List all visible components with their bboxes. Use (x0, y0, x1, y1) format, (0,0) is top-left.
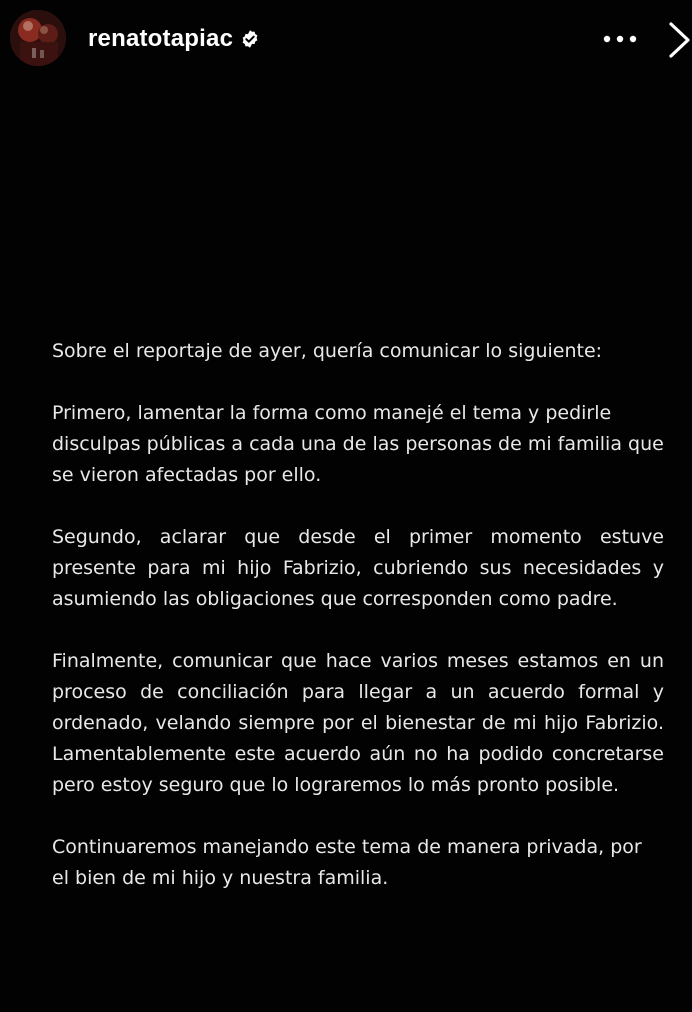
paragraph-finally: Finalmente, comunicar que hace varios meses estamos en un proceso de conciliación para llegar a un acuerdo formal y ordenado, velando siempre por el bienestar de mi hijo Fabrizio. Lamentablemente este acuerdo aún no ha podido concretarse pero estoy seguro que lo lograremos lo más pronto posible. (52, 650, 664, 796)
paragraph-first: Primero, lamentar la forma como manejé el tema y pedirle disculpas públicas a cada una de las personas de mi familia que se vieron afectadas por ello. (52, 402, 664, 486)
more-options-button[interactable] (598, 24, 642, 54)
chevron-right-icon (664, 12, 692, 68)
verified-badge-icon (240, 29, 260, 49)
avatar[interactable] (10, 10, 66, 66)
username-row (88, 22, 260, 56)
story-header (0, 0, 692, 80)
more-options-icon (602, 34, 638, 44)
statement-text (52, 336, 664, 894)
paragraph-intro: Sobre el reportaje de ayer, quería comunicar lo siguiente: (52, 340, 603, 362)
username[interactable]: renatotapiac (88, 25, 234, 52)
avatar-image (10, 10, 66, 66)
paragraph-closing: Continuaremos manejando este tema de manera privada, por el bien de mi hijo y nuestra familia. (52, 836, 642, 889)
paragraph-second: Segundo, aclarar que desde el primer momento estuve presente para mi hijo Fabrizio, cubriendo sus necesidades y asumiendo las obligaciones que corresponden como padre. (52, 526, 664, 610)
next-story-button[interactable] (664, 12, 692, 68)
